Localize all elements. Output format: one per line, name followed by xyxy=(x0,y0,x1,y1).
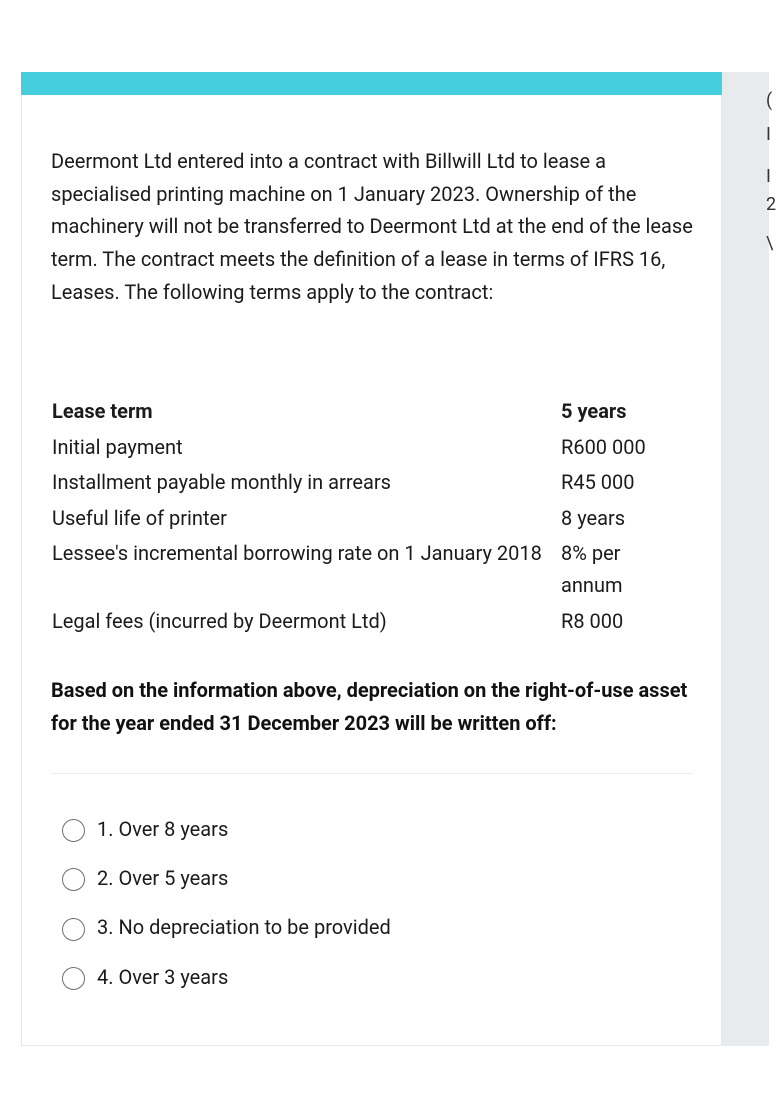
side-panel xyxy=(722,72,776,1046)
lease-terms-table xyxy=(52,395,671,640)
table-cell-label: Initial payment xyxy=(52,434,183,459)
side-panel-text: I xyxy=(766,124,771,145)
divider xyxy=(51,773,693,774)
answer-option-label[interactable]: 3. No depreciation to be provided xyxy=(97,915,391,940)
table-cell-value: 8 years xyxy=(561,505,626,530)
table-cell-label: Lessee's incremental borrowing rate on 1 January 2018 xyxy=(52,541,542,565)
radio-button[interactable] xyxy=(62,819,85,842)
side-panel-text: \ xyxy=(766,233,774,254)
answer-option-label[interactable]: 1. Over 8 years xyxy=(97,816,229,841)
table-cell-label: Useful life of printer xyxy=(52,505,227,530)
answer-option-4[interactable] xyxy=(62,954,391,1003)
table-cell-value: 8% per annum xyxy=(561,541,623,597)
radio-button[interactable] xyxy=(62,967,85,990)
table-cell-value: R600 000 xyxy=(561,434,646,459)
table-cell-value: R45 000 xyxy=(561,470,635,494)
answer-option-1[interactable] xyxy=(62,806,391,855)
answer-option-3[interactable] xyxy=(62,905,391,954)
card-accent-bar xyxy=(21,72,722,95)
side-panel-text: 2 xyxy=(766,194,776,215)
side-panel-text: ( xyxy=(766,90,773,111)
table-cell-value: R8 000 xyxy=(561,608,624,633)
table-cell-label: Installment payable monthly in arrears xyxy=(52,470,392,494)
table-header-row xyxy=(52,395,671,431)
question-text: Deermont Ltd entered into a contract with Billwill Ltd to lease a specialised printing machine on 1 January 2023. Ownership of the machinery will not be transferred to Deermont Ltd at the end of the lease term. The contract meets the definition of a lease in terms of IFRS 16, Leases. The following terms apply to the contract: xyxy=(51,149,693,304)
table-cell-value: 5 years xyxy=(561,399,627,423)
answer-option-label[interactable]: 4. Over 3 years xyxy=(97,964,229,989)
answer-options xyxy=(62,806,391,1003)
table-row xyxy=(52,466,671,502)
table-row xyxy=(52,502,671,538)
radio-button[interactable] xyxy=(62,918,85,941)
radio-button[interactable] xyxy=(62,868,85,891)
table-cell-label: Lease term xyxy=(52,399,153,423)
table-row xyxy=(52,431,671,467)
answer-option-2[interactable] xyxy=(62,855,391,904)
side-panel-text: I xyxy=(766,166,771,187)
answer-option-label[interactable]: 2. Over 5 years xyxy=(97,865,229,890)
table-cell-label: Legal fees (incurred by Deermont Ltd) xyxy=(52,608,387,633)
question-prompt: Based on the information above, depreciation on the right-of-use asset for the year ended 31 December 2023 will be written off: xyxy=(51,678,688,735)
table-row xyxy=(52,605,671,641)
table-row xyxy=(52,537,671,605)
